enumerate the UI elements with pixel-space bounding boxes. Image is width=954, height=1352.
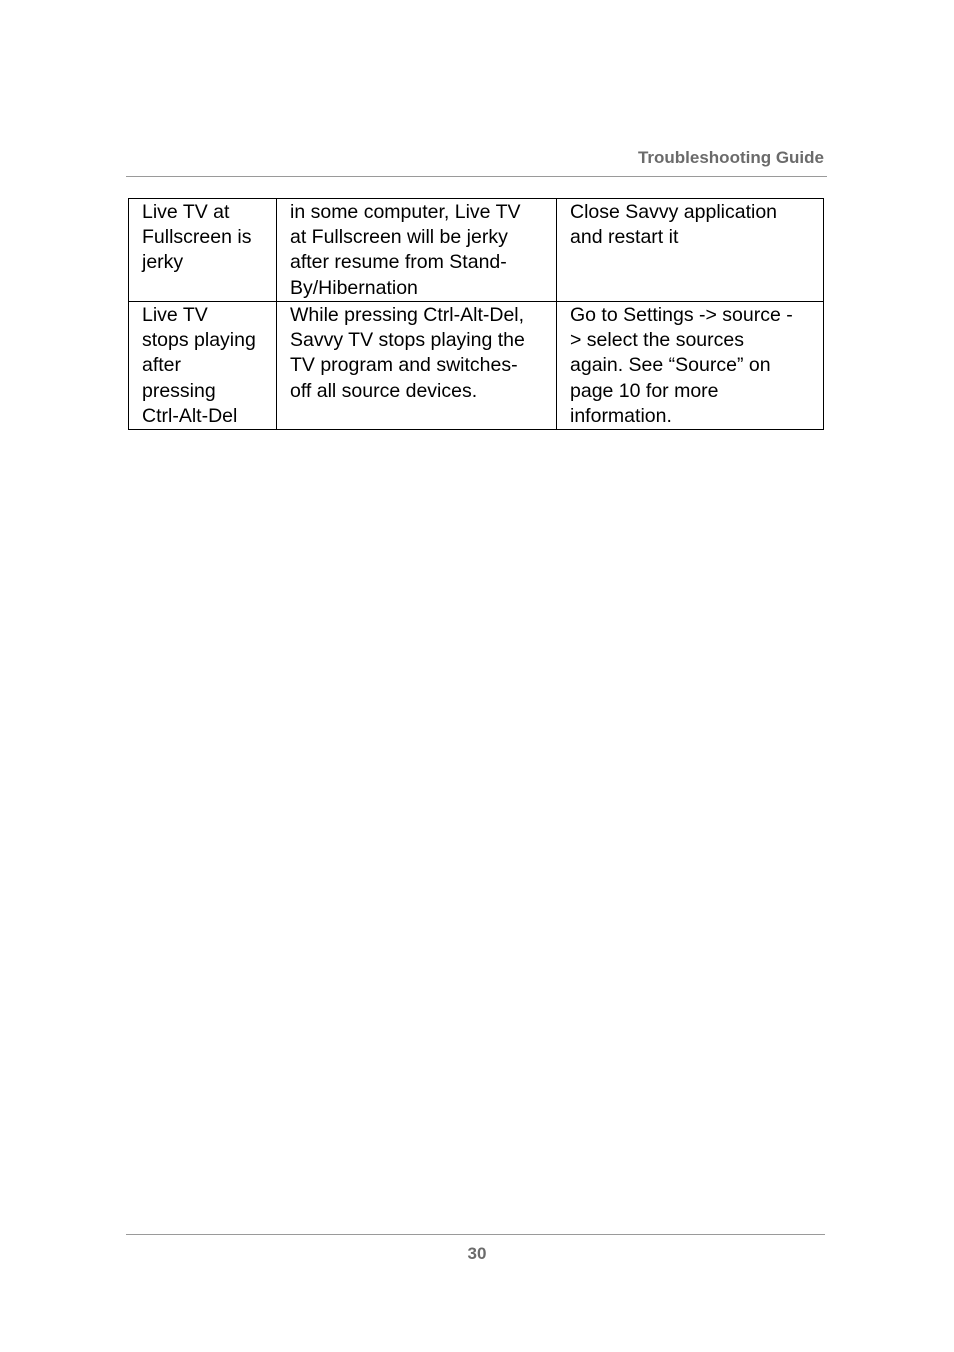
cell-line: after [142, 354, 182, 377]
cell-line: Go to Settings -> source - [570, 304, 793, 326]
running-header-title: Troubleshooting Guide [637, 148, 824, 167]
problem-cell [129, 199, 277, 302]
cell-line: off all source devices. [290, 379, 478, 402]
solution-cell [557, 302, 824, 430]
problem-cell [129, 302, 277, 430]
table-row [129, 302, 824, 430]
cell-line: Close Savvy application [570, 201, 778, 223]
cell-line: pressing [142, 379, 216, 402]
solution-cell [557, 199, 824, 302]
cell-line: jerky [142, 251, 184, 274]
table-row [129, 199, 824, 302]
cell-line: While pressing Ctrl-Alt-Del, [290, 304, 525, 326]
cell-line: again. See “Source” on [570, 354, 771, 377]
cell-line: page 10 for more [570, 379, 719, 402]
cause-cell [277, 302, 557, 430]
cell-line: Live TV at [142, 201, 230, 223]
cell-line: By/Hibernation [290, 276, 418, 299]
footer-divider [126, 1234, 825, 1235]
troubleshooting-table [128, 198, 824, 430]
cell-line: in some computer, Live TV [290, 201, 521, 223]
cell-line: Savvy TV stops playing the [290, 329, 525, 352]
cell-line: after resume from Stand- [290, 251, 507, 274]
header-divider [126, 176, 827, 177]
cell-line: stops playing [142, 329, 256, 352]
cell-line: and restart it [570, 226, 679, 249]
cell-line: Fullscreen is [142, 226, 252, 249]
cell-line: TV program and switches- [290, 354, 518, 377]
cell-line: at Fullscreen will be jerky [290, 226, 508, 249]
cell-line: Live TV [142, 304, 208, 326]
cause-cell [277, 199, 557, 302]
cell-line: > select the sources [570, 329, 744, 352]
cell-line: information. [570, 404, 672, 427]
cell-line: Ctrl-Alt-Del [142, 404, 238, 427]
page-number: 30 [467, 1244, 487, 1263]
